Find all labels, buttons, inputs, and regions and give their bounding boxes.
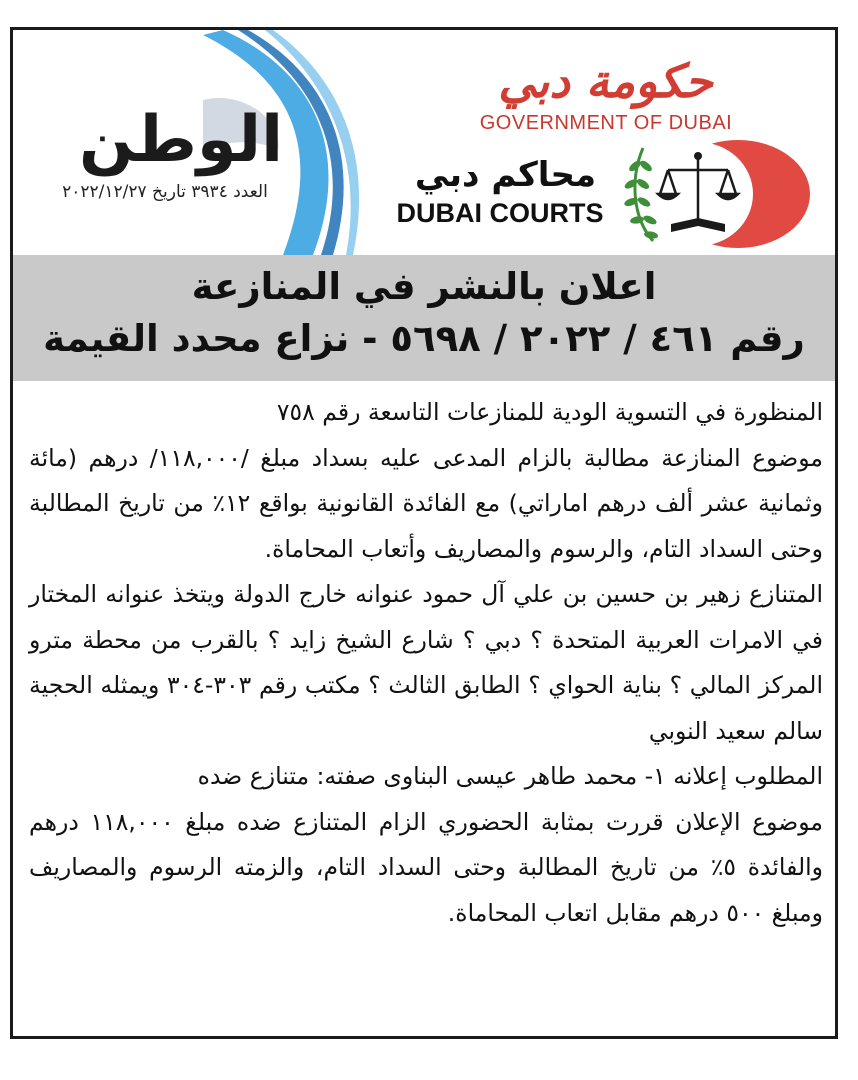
courts-name-english: DUBAI COURTS [396, 198, 604, 228]
notice-header [13, 30, 835, 255]
dubai-courts-emblem [613, 136, 813, 251]
issue-line: العدد ٣٩٣٤ تاريخ ٢٠٢٢/١٢/٢٧ [62, 182, 268, 202]
government-logo-arabic: حكومة دبي [498, 54, 713, 108]
notice-body [29, 390, 823, 936]
notice-title: اعلان بالنشر في المنازعة [191, 265, 657, 308]
notice-frame [10, 27, 838, 1039]
notice-paragraph: موضوع المنازعة مطالبة بالزام المدعى عليه بسداد مبلغ /١١٨,٠٠٠/ درهم (مائة وثمانية عشر ألف درهم اماراتي) مع الفائدة القانونية بواقع ١٢٪ من تاريخ المطالبة وحتى السداد التام، والرسوم والمصاريف وأتعاب المحاماة. [29, 443, 823, 563]
newspaper-logo: الوطن [79, 103, 283, 177]
case-number: رقم ٤٦١ / ٢٠٢٢ / ٥٦٩٨ - نزاع محدد القيمة [43, 317, 805, 360]
government-logo-english: GOVERNMENT OF DUBAI [479, 112, 733, 134]
notice-paragraph: المنظورة في التسوية الودية للمنازعات التاسعة رقم ٧٥٨ [276, 398, 823, 426]
courts-name-arabic: محاكم دبي [414, 155, 597, 195]
notice-paragraph: موضوع الإعلان قررت بمثابة الحضوري الزام المتنازع ضده مبلغ ١١٨,٠٠٠ درهم والفائدة ٥٪ من تاريخ المطالبة وحتى السداد التام، والزمته الرسوم والمصاريف ومبلغ ٥٠٠ درهم مقابل اتعاب المحاماة. [29, 807, 823, 927]
notice-paragraph: المطلوب إعلانه ١- محمد طاهر عيسى البناوى صفته: متنازع ضده [197, 762, 823, 790]
notice-paragraph: المتنازع زهير بن حسين بن علي آل حمود عنوانه خارج الدولة ويتخذ عنوانه المختار في الامرات العربية المتحدة ؟ دبي ؟ شارع الشيخ زايد ؟ بالقرب من محطة مترو المركز المالي ؟ بناية الحواي ؟ الطابق الثالث ؟ مكتب رقم ٣٠٣-٣٠٤ ويمثله الحجية سالم سعيد النوبي [29, 580, 823, 745]
notice-title-banner [13, 255, 835, 381]
